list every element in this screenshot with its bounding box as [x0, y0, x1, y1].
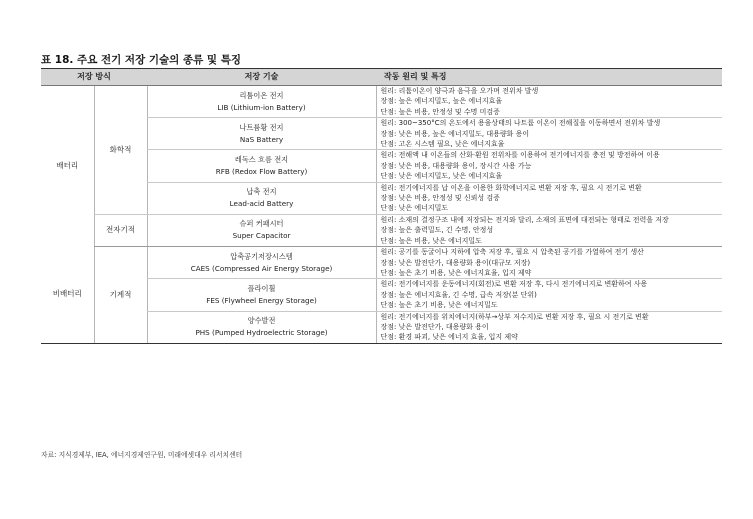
tech-name-ko: 납축 전지 — [246, 187, 277, 197]
tech-name-en: Super Capacitor — [232, 231, 291, 241]
cons-text: 단점: 고온 시스템 필요, 낮은 에너지효율 — [380, 140, 505, 149]
tech-name-en: PHS (Pumped Hydroelectric Storage) — [195, 328, 328, 338]
header-row — [41, 69, 722, 86]
table-row — [41, 86, 722, 118]
tech-desc-cell — [376, 150, 722, 182]
storage-tech-table — [41, 68, 722, 344]
tech-desc-cell — [376, 182, 722, 214]
tech-desc-cell — [376, 86, 722, 118]
cons-text: 단점: 높은 초기 비용, 낮은 에너지밀도 — [380, 301, 498, 310]
tech-desc-cell — [376, 279, 722, 311]
tech-name-ko: 양수발전 — [247, 316, 276, 326]
tech-name-ko: 리튬이온 전지 — [239, 90, 284, 100]
pros-text: 장점: 낮은 발전단가, 대용량화 용이 — [380, 322, 489, 331]
tech-name-ko: 슈퍼 커패시터 — [239, 219, 284, 229]
tech-name-en: Lead-acid Battery — [229, 199, 294, 209]
tech-name-cell — [147, 311, 376, 343]
table-row — [41, 214, 722, 246]
header-method: 저장 방식 — [41, 69, 147, 86]
tech-name-en: LIB (Lithium-ion Battery) — [217, 102, 306, 112]
tech-name-ko: 레독스 흐름 전지 — [234, 155, 289, 165]
pros-text: 장점: 높은 에너지밀도, 높은 에너지효율 — [380, 97, 503, 106]
tech-name-ko: 압축공기저장시스템 — [230, 251, 293, 261]
header-principle: 작동 원리 및 특징 — [376, 69, 722, 86]
tech-name-en: CAES (Compressed Air Energy Storage) — [190, 263, 333, 273]
principle-text: 원리: 리튬이온이 양극과 음극을 오가며 전위차 발생 — [380, 87, 539, 95]
pros-text: 장점: 낮은 발전단가, 대용량화 용이(대규모 저장) — [380, 258, 531, 267]
tech-name-cell — [147, 279, 376, 311]
tech-name-cell — [147, 182, 376, 214]
pros-text: 장점: 낮은 비용, 대용량화 용이, 장시간 사용 가능 — [380, 161, 532, 170]
cons-text: 단점: 높은 비용, 안정성 및 수명 미검증 — [380, 107, 500, 116]
tech-name-cell — [147, 86, 376, 118]
cons-text: 단점: 낮은 에너지밀도 — [380, 204, 449, 213]
tech-name-en: RFB (Redox Flow Battery) — [215, 167, 308, 177]
table-row — [41, 247, 722, 279]
header-tech: 저장 기술 — [147, 69, 376, 86]
tech-name-cell — [147, 118, 376, 150]
tech-name-cell — [147, 150, 376, 182]
tech-name-ko: 플라이휠 — [247, 283, 276, 293]
pros-text: 장점: 낮은 비용, 안정성 및 신뢰성 검증 — [380, 194, 500, 203]
group-chemical: 화학적 — [94, 86, 147, 215]
pros-text: 장점: 높은 출력밀도, 긴 수명, 안정성 — [380, 226, 494, 235]
cons-text: 단점: 높은 비용, 낮은 에너지밀도 — [380, 236, 482, 245]
principle-text: 원리: 소재의 결정구조 내에 저장되는 전지와 달리, 소재의 표면에 대전되는 형태로 전력을 저장 — [380, 215, 669, 224]
principle-text: 원리: 전기에너지를 운동에너지(회전)로 변환 저장 후, 다시 전기에너지로 변환하여 사용 — [380, 280, 648, 289]
table-title: 표 18. 주요 전기 저장 기술의 종류 및 특징 — [41, 54, 241, 66]
cons-text: 단점: 높은 초기 비용, 낮은 에너지효율, 입지 제약 — [380, 268, 532, 277]
principle-text: 원리: 300~350°C의 온도에서 용융상태의 나트륨 이온이 전해질을 이동하면서 전위차 발생 — [380, 119, 661, 128]
group-electric: 전자기적 — [94, 214, 147, 246]
group-non-battery: 비배터리 — [41, 247, 94, 344]
cons-text: 단점: 낮은 에너지밀도, 낮은 에너지효율 — [380, 172, 503, 181]
group-battery: 배터리 — [56, 161, 79, 171]
source-note: 자료: 지식경제부, IEA, 에너지경제연구원, 미래에셋대우 리서치센터 — [41, 451, 243, 459]
tech-name-ko: 나트륨황 전지 — [239, 122, 284, 132]
tech-name-en: FES (Flywheel Energy Storage) — [206, 295, 317, 305]
pros-text: 장점: 낮은 비용, 높은 에너지밀도, 대용량화 용이 — [380, 129, 530, 138]
tech-name-cell — [147, 214, 376, 246]
tech-name-en: NaS Battery — [239, 134, 284, 144]
group-mechanical: 기계적 — [94, 247, 147, 344]
principle-text: 원리: 공기를 동굴이나 지하에 압축 저장 후, 필요 시 압축된 공기를 가열하여 전기 생산 — [380, 248, 644, 257]
tech-desc-cell — [376, 214, 722, 246]
principle-text: 원리: 전기에너지를 위치에너지(하부→상부 저수지)로 변환 저장 후, 필요 시 전기로 변환 — [380, 312, 649, 321]
tech-name-cell — [147, 247, 376, 279]
tech-desc-cell — [376, 118, 722, 150]
principle-text: 원리: 전해액 내 이온들의 산화·환원 전위차를 이용하여 전기에너지를 충전 및 방전하여 이용 — [380, 151, 660, 160]
tech-desc-cell — [376, 247, 722, 279]
tech-desc-cell — [376, 311, 722, 343]
pros-text: 장점: 높은 에너지효율, 긴 수명, 급속 저장(분 단위) — [380, 290, 537, 299]
principle-text: 원리: 전기에너지를 납 이온을 이용한 화학에너지로 변환 저장 후, 필요 시 전기로 변환 — [380, 183, 642, 192]
cons-text: 단점: 환경 파괴, 낮은 에너지 효율, 입지 제약 — [380, 333, 518, 342]
